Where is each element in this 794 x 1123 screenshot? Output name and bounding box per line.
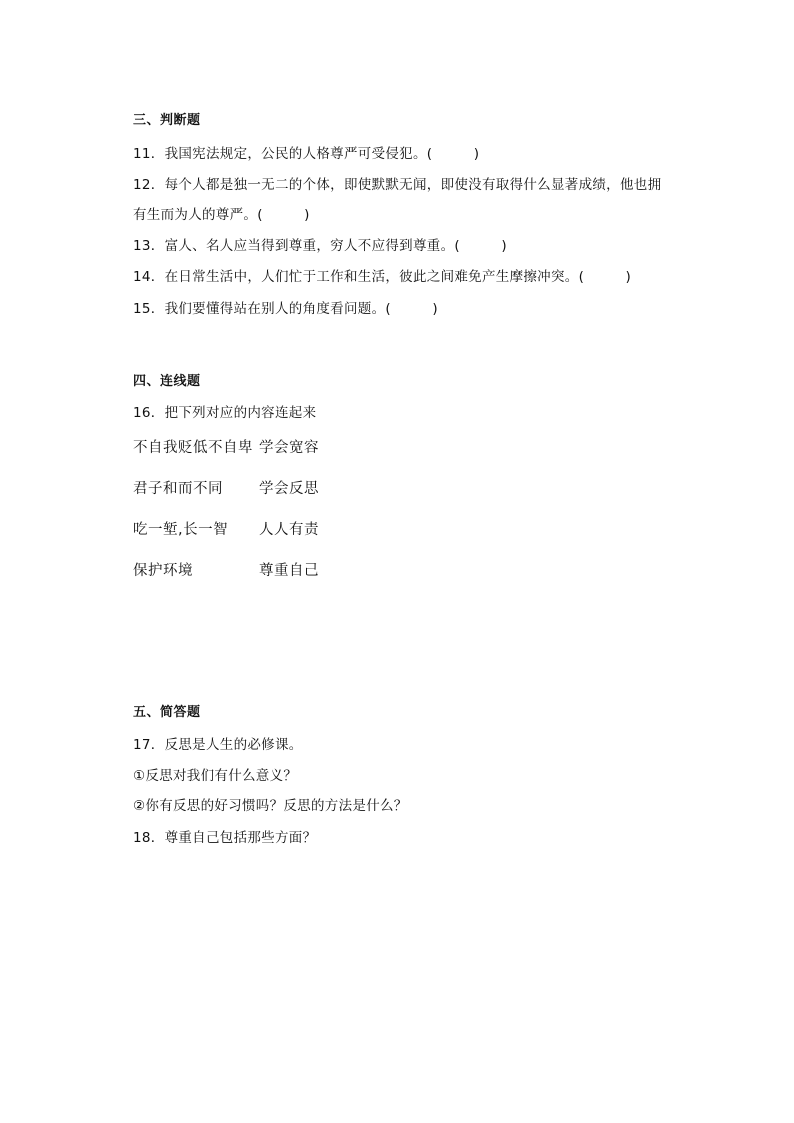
section-heading-matching: 四、连线题	[133, 374, 201, 389]
matching-right-item: 尊重自己	[259, 563, 319, 579]
matching-left-item: 不自我贬低不自卑	[133, 440, 253, 456]
matching-right-item: 学会反思	[259, 481, 319, 497]
question-17-part-2: ②你有反思的好习惯吗？反思的方法是什么？	[133, 798, 408, 814]
matching-left-item: 吃一堑,长一智	[133, 522, 229, 538]
question-16-prompt: 16．把下列对应的内容连起来	[133, 405, 317, 421]
section-heading-short-answer: 五、简答题	[133, 705, 201, 720]
question-18: 18．尊重自己包括那些方面？	[133, 830, 317, 846]
question-14: 14．在日常生活中，人们忙于工作和生活，彼此之间难免产生摩擦冲突。( )	[133, 269, 632, 285]
question-15: 15．我们要懂得站在别人的角度看问题。( )	[133, 301, 438, 317]
question-12-line-2: 有生而为人的尊严。( )	[133, 207, 310, 223]
matching-right-item: 学会宽容	[259, 440, 319, 456]
question-13: 13．富人、名人应当得到尊重，穷人不应得到尊重。( )	[133, 238, 507, 254]
question-12-line-1: 12．每个人都是独一无二的个体，即使默默无闻，即使没有取得什么显著成绩，他也拥	[133, 177, 662, 193]
question-17-part-1: ①反思对我们有什么意义？	[133, 768, 298, 784]
section-heading-judgment: 三、判断题	[133, 113, 201, 128]
question-17: 17．反思是人生的必修课。	[133, 737, 303, 753]
matching-left-item: 保护环境	[133, 563, 193, 579]
matching-right-item: 人人有责	[259, 522, 319, 538]
matching-left-item: 君子和而不同	[133, 481, 223, 497]
question-11: 11．我国宪法规定，公民的人格尊严可受侵犯。( )	[133, 146, 480, 162]
